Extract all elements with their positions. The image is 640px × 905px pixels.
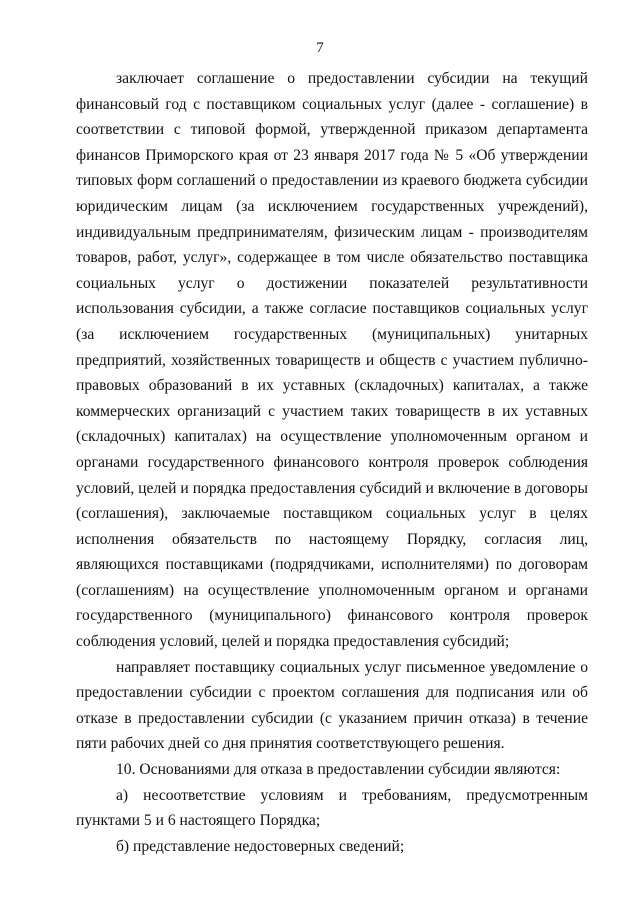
paragraph-item-a: а) несоответствие условиям и требованиям, предусмотренным пунктами 5 и 6 настоящего Порядка;: [76, 786, 588, 830]
page-number: 7: [316, 40, 324, 56]
paragraph-refusal-grounds: 10. Основаниями для отказа в предоставлении субсидии являются:: [116, 761, 561, 779]
paragraph-item-b: б) представление недостоверных сведений;: [116, 837, 405, 855]
document-body: [76, 66, 588, 859]
paragraph-agreement: заключает соглашение о предоставлении субсидии на текущий финансовый год с поставщиком социальных услуг (далее - соглашение) в соответствии с типовой формой, утвержденной приказом департамента финансов Приморского края от 23 января 2017 года № 5 «Об утверждении типовых форм соглашений о предоставлении из краевого бюджета субсидии юридическим лицам (за исключением государственных учреждений), индивидуальным предпринимателям, физическим лицам - производителям товаров, работ, услуг», содержащее в том числе обязательство поставщика социальных услуг о достижении показателей результативности использования субсидии, а также согласие поставщиков социальных услуг (за исключением государственных (муниципальных) унитарных предприятий, хозяйственных товариществ и обществ с участием публично-правовых образований в их уставных (складочных) капиталах, а также коммерческих организаций с участием таких товариществ в их уставных (складочных) капиталах) на осуществление уполномоченным органом и органами государственного финансового контроля проверок соблюдения условий, целей и порядка предоставления субсидий и включение в договоры (соглашения), заключаемые поставщиком социальных услуг в целях исполнения обязательств по настоящему Порядку, согласия лиц, являющихся поставщиками (подрядчиками, исполнителями) по договорам (соглашениям) на осуществление уполномоченным органом и органами государственного (муниципального) финансового контроля проверок соблюдения условий, целей и порядка предоставления субсидий;: [76, 70, 588, 651]
paragraph-notification: направляет поставщику социальных услуг письменное уведомление о предоставлении субсидии с проектом соглашения для подписания или об отказе в предоставлении субсидии (с указанием причин отказа) в течение пяти рабочих дней со дня принятия соответствующего решения.: [76, 658, 588, 753]
